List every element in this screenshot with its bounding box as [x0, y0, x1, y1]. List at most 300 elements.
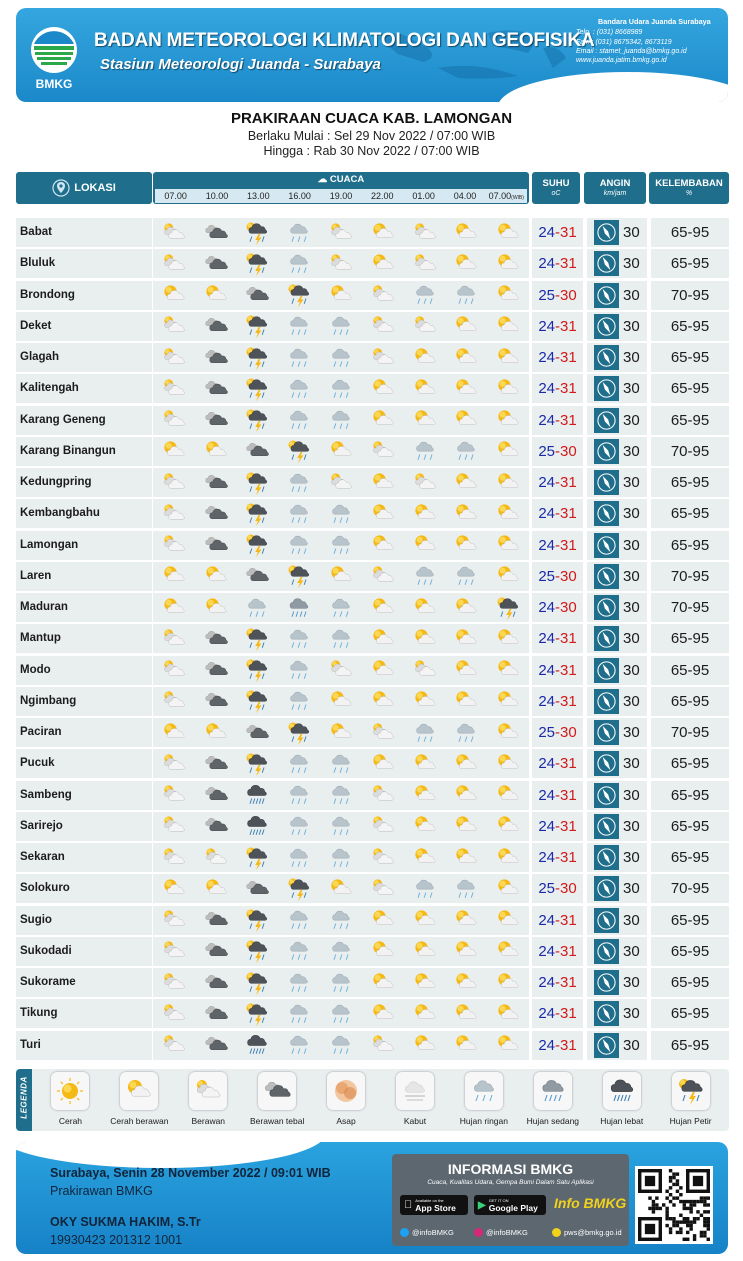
berawan-tebal-icon [195, 749, 237, 778]
humidity: 65-95 [651, 468, 729, 497]
kabut-icon [396, 1072, 434, 1110]
temp-max: 31 [560, 380, 577, 398]
cerah-berawan-icon [195, 281, 237, 310]
hujan-petir-icon [278, 718, 320, 747]
temp-min: 24 [538, 224, 555, 241]
temperature [532, 812, 583, 841]
temp-min: 24 [538, 942, 555, 960]
wind-speed: 30 [623, 724, 640, 741]
hujan-ringan-icon [278, 812, 320, 841]
temp-max: 31 [560, 1036, 577, 1054]
wind-speed: 30 [623, 349, 640, 366]
wind-speed: 30 [623, 942, 640, 960]
compass-icon [594, 720, 619, 745]
cerah-berawan-icon [487, 281, 529, 310]
weather-icons [153, 499, 529, 528]
compass-icon [594, 345, 619, 370]
humidity: 65-95 [651, 531, 729, 560]
berawan-tebal-icon [195, 781, 237, 810]
temp-max: 31 [560, 536, 577, 554]
cerah-berawan-icon [487, 218, 529, 247]
appstore-button[interactable] [400, 1195, 468, 1215]
berawan-icon [195, 843, 237, 872]
temperature [532, 468, 583, 497]
berawan-icon [362, 718, 404, 747]
compass-icon [594, 314, 619, 339]
hujan-ringan-icon [320, 749, 362, 778]
wind-speed: 30 [623, 1005, 640, 1023]
location-name: Bluluk [16, 249, 152, 278]
location-name: Kalitengah [16, 374, 152, 403]
location-name: Ngimbang [16, 687, 152, 716]
temp-separator: - [555, 755, 560, 773]
berawan-tebal-icon [195, 937, 237, 966]
temp-max: 31 [560, 661, 577, 679]
wind-speed: 30 [623, 599, 640, 616]
cerah-berawan-icon [445, 843, 487, 872]
hujan-ringan-icon [278, 656, 320, 685]
temp-min: 25 [538, 286, 555, 304]
info-title: INFORMASI BMKG [447, 1161, 574, 1177]
time-slots [155, 189, 527, 203]
wind-speed: 30 [623, 692, 640, 710]
hujan-lebat-icon [603, 1072, 641, 1110]
info-bmkg-brand: Info BMKG [554, 1195, 627, 1211]
temp-max: 31 [560, 349, 577, 366]
temperature [532, 999, 583, 1028]
hujan-petir-icon [278, 437, 320, 466]
berawan-icon [404, 218, 446, 247]
temp-separator: - [555, 286, 560, 304]
cerah-berawan-icon [320, 281, 362, 310]
legend-item-label: Hujan ringan [459, 1116, 508, 1126]
compass-icon [594, 283, 619, 308]
temp-separator: - [555, 599, 560, 616]
berawan-icon [320, 249, 362, 278]
hujan-ringan-icon [278, 499, 320, 528]
hujan-ringan-icon [237, 593, 279, 622]
appstore-small: Available on the [407, 1197, 436, 1203]
location-name: Sukodadi [16, 937, 152, 966]
hujan-petir-icon [237, 968, 279, 997]
temperature [532, 749, 583, 778]
berawan-tebal-icon [195, 218, 237, 247]
cerah-berawan-icon [487, 562, 529, 591]
cerah-berawan-icon [487, 249, 529, 278]
hujan-petir-icon [672, 1072, 710, 1110]
contact-email[interactable]: Email : stamet_juanda@bmkg.go.id [576, 47, 687, 55]
wind-speed: 30 [623, 817, 640, 835]
cerah-berawan-icon [404, 687, 446, 716]
temp-max: 30 [560, 880, 577, 898]
temp-min: 24 [538, 411, 555, 429]
cerah-berawan-icon [195, 437, 237, 466]
location-name: Tikung [16, 999, 152, 1028]
col-header-kelembaban [649, 172, 729, 204]
temp-separator: - [555, 849, 560, 866]
hujan-ringan-icon [320, 374, 362, 403]
compass-icon [594, 751, 619, 776]
berawan-icon [362, 437, 404, 466]
wind-speed: 30 [623, 630, 640, 648]
berawan-tebal-icon [195, 499, 237, 528]
hujan-ringan-icon [320, 343, 362, 372]
humidity: 70-95 [651, 562, 729, 591]
hujan-petir-icon [237, 687, 279, 716]
temp-min: 24 [538, 505, 555, 523]
cerah-berawan-icon [445, 812, 487, 841]
cerah-berawan-icon [362, 749, 404, 778]
hujan-ringan-icon [278, 218, 320, 247]
col-header-cuaca [153, 172, 529, 204]
compass-icon [594, 376, 619, 401]
wind-speed: 30 [623, 317, 640, 335]
location-name: Sekaran [16, 843, 152, 872]
weather-icons [153, 843, 529, 872]
temp-max: 31 [560, 849, 577, 866]
compass-icon [594, 408, 619, 433]
cerah-berawan-icon [404, 749, 446, 778]
hujan-ringan-icon [404, 437, 446, 466]
cerah-berawan-icon [445, 624, 487, 653]
legend-item [312, 1072, 381, 1130]
cerah-berawan-icon [445, 781, 487, 810]
wind-speed: 30 [623, 505, 640, 523]
time-slot: 13.00 [247, 191, 270, 201]
wind [587, 968, 647, 997]
berawan-tebal-icon [195, 531, 237, 560]
location-name: Sambeng [16, 781, 152, 810]
table-row [16, 562, 729, 591]
weather-icons [153, 781, 529, 810]
compass-icon [594, 220, 619, 245]
googleplay-button[interactable] [474, 1195, 546, 1215]
wind [587, 249, 647, 278]
temp-separator: - [555, 692, 560, 710]
temp-max: 31 [560, 692, 577, 710]
col-header-suhu [532, 172, 580, 204]
hujan-ringan-icon [404, 562, 446, 591]
berawan-icon [362, 562, 404, 591]
forecast-title: PRAKIRAAN CUACA KAB. LAMONGAN [230, 110, 513, 127]
temp-min: 24 [538, 317, 555, 335]
table-row [16, 937, 729, 966]
weather-icons [153, 593, 529, 622]
humidity: 65-95 [651, 656, 729, 685]
berawan-icon [153, 249, 195, 278]
location-name: Brondong [16, 281, 152, 310]
table-row [16, 1031, 729, 1060]
twitter-link[interactable] [400, 1228, 454, 1237]
humidity: 65-95 [651, 406, 729, 435]
location-name: Sarirejo [16, 812, 152, 841]
humidity: 65-95 [651, 749, 729, 778]
hujan-petir-icon [237, 624, 279, 653]
humidity: 65-95 [651, 812, 729, 841]
temperature [532, 624, 583, 653]
cerah-berawan-icon [320, 562, 362, 591]
cerah-berawan-icon [487, 374, 529, 403]
berawan-icon [153, 499, 195, 528]
berawan-icon [153, 937, 195, 966]
temp-min: 24 [538, 630, 555, 648]
temperature [532, 406, 583, 435]
cerah-berawan-icon [487, 499, 529, 528]
weather-icons [153, 343, 529, 372]
location-name: Sukorame [16, 968, 152, 997]
cerah-berawan-icon [153, 593, 195, 622]
berawan-tebal-icon [195, 968, 237, 997]
hujan-ringan-icon [404, 281, 446, 310]
col-header-cuaca-label [153, 174, 529, 185]
berawan-tebal-icon [195, 906, 237, 935]
mail-icon [552, 1228, 561, 1237]
temp-min: 24 [538, 349, 555, 366]
hujan-ringan-icon [278, 1031, 320, 1060]
table-row [16, 906, 729, 935]
instagram-handle: @infoBMKG [486, 1228, 528, 1237]
wind-speed: 30 [623, 786, 640, 804]
cerah-berawan-icon [487, 906, 529, 935]
cerah-berawan-icon [487, 656, 529, 685]
temp-min: 24 [538, 255, 555, 273]
berawan-tebal-icon [258, 1072, 296, 1110]
cerah-berawan-icon [195, 562, 237, 591]
temperature [532, 218, 583, 247]
compass-icon [594, 251, 619, 276]
legend-item [518, 1072, 587, 1130]
hujan-petir-icon [237, 406, 279, 435]
contact-website[interactable]: www.juanda.jatim.bmkg.go.id [576, 57, 667, 65]
temp-min: 24 [538, 755, 555, 773]
table-row [16, 624, 729, 653]
time-slot: 16.00 [288, 191, 311, 201]
compass-icon [594, 658, 619, 683]
cerah-berawan-icon [362, 468, 404, 497]
hujan-ringan-icon [404, 874, 446, 903]
berawan-tebal-icon [195, 656, 237, 685]
hujan-petir-icon [278, 874, 320, 903]
temp-max: 31 [560, 942, 577, 960]
temp-separator: - [555, 942, 560, 960]
email-link[interactable] [552, 1228, 622, 1237]
cerah-berawan-icon [320, 718, 362, 747]
weather-icons [153, 218, 529, 247]
weather-icons [153, 968, 529, 997]
humidity: 65-95 [651, 968, 729, 997]
weather-icons [153, 406, 529, 435]
berawan-icon [153, 843, 195, 872]
hujan-petir-icon [237, 937, 279, 966]
berawan-icon [153, 749, 195, 778]
berawan-icon [153, 812, 195, 841]
temp-max: 31 [560, 630, 577, 648]
cerah-berawan-icon [195, 874, 237, 903]
suhu-unit: oC [551, 190, 561, 197]
cerah-berawan-icon [445, 468, 487, 497]
hujan-ringan-icon [278, 374, 320, 403]
hujan-ringan-icon [320, 624, 362, 653]
humidity: 65-95 [651, 1031, 729, 1060]
temp-separator: - [555, 786, 560, 804]
temperature [532, 687, 583, 716]
table-row [16, 812, 729, 841]
temperature [532, 718, 583, 747]
hujan-petir-icon [237, 249, 279, 278]
time-slot: 22.00 [371, 191, 394, 201]
compass-icon [594, 595, 619, 620]
berawan-icon [362, 312, 404, 341]
cerah-berawan-icon [487, 624, 529, 653]
cerah-berawan-icon [362, 999, 404, 1028]
cerah-berawan-icon [404, 531, 446, 560]
wind-speed: 30 [623, 442, 640, 460]
wind [587, 218, 647, 247]
legend-item [656, 1072, 725, 1130]
berawan-tebal-icon [195, 687, 237, 716]
forecaster-name: OKY SUKMA HAKIM, S.Tr [50, 1215, 201, 1229]
cerah-berawan-icon [487, 312, 529, 341]
humidity: 65-95 [651, 218, 729, 247]
temp-max: 30 [560, 724, 577, 741]
cerah-berawan-icon [320, 687, 362, 716]
kelembaban-unit: % [685, 190, 693, 197]
bmkg-logo [28, 22, 80, 92]
temp-separator: - [555, 411, 560, 429]
time-slot: 04.00 [453, 191, 477, 201]
temp-min: 25 [538, 880, 555, 898]
hujan-ringan-icon [320, 593, 362, 622]
cerah-berawan-icon [362, 218, 404, 247]
temp-max: 30 [560, 442, 577, 460]
hujan-petir-icon [237, 999, 279, 1028]
cerah-berawan-icon [487, 937, 529, 966]
temp-separator: - [555, 974, 560, 991]
berawan-tebal-icon [195, 343, 237, 372]
cerah-berawan-icon [362, 687, 404, 716]
compass-icon [594, 470, 619, 495]
qr-code[interactable] [635, 1166, 713, 1244]
wind [587, 906, 647, 935]
temp-min: 24 [538, 817, 555, 835]
legend-item [449, 1072, 518, 1130]
hujan-petir-icon [237, 499, 279, 528]
cerah-berawan-icon [487, 874, 529, 903]
cerah-berawan-icon [445, 749, 487, 778]
cerah-berawan-icon [153, 562, 195, 591]
wind [587, 999, 647, 1028]
temp-max: 30 [560, 567, 577, 585]
cerah-berawan-icon [487, 1031, 529, 1060]
hujan-ringan-icon [404, 718, 446, 747]
legend-item-label: Cerah [58, 1116, 83, 1126]
weather-icons [153, 874, 529, 903]
wind [587, 1031, 647, 1060]
berawan-icon [153, 656, 195, 685]
hujan-ringan-icon [278, 781, 320, 810]
humidity: 65-95 [651, 781, 729, 810]
berawan-icon [320, 656, 362, 685]
temperature [532, 781, 583, 810]
berawan-icon [362, 874, 404, 903]
temp-separator: - [555, 505, 560, 523]
temperature [532, 531, 583, 560]
temp-max: 30 [560, 286, 577, 304]
temp-min: 24 [538, 599, 555, 616]
wind [587, 593, 647, 622]
berawan-tebal-icon [195, 312, 237, 341]
temp-max: 31 [560, 224, 577, 241]
time-slot [486, 189, 527, 203]
temp-separator: - [555, 661, 560, 679]
temp-min: 24 [538, 1036, 555, 1054]
berawan-tebal-icon [195, 1031, 237, 1060]
instagram-link[interactable] [474, 1228, 528, 1237]
berawan-tebal-icon [195, 812, 237, 841]
legend-item [381, 1072, 450, 1130]
cerah-berawan-icon [404, 937, 446, 966]
hujan-ringan-icon [278, 968, 320, 997]
valid-to: Hingga : Rab 30 Nov 2022 / 07:00 WIB [263, 144, 480, 158]
temperature [532, 968, 583, 997]
temperature [532, 874, 583, 903]
hujan-ringan-icon [320, 499, 362, 528]
hujan-ringan-icon [278, 468, 320, 497]
cerah-berawan-icon [362, 624, 404, 653]
wind [587, 874, 647, 903]
col-header-kelembaban-label: KELEMBABAN [655, 178, 723, 189]
time-slot: 07.00 [164, 191, 187, 201]
berawan-tebal-icon [237, 718, 279, 747]
weather-icons [153, 437, 529, 466]
cerah-berawan-icon [487, 718, 529, 747]
compass-icon [594, 533, 619, 558]
wind-speed: 30 [623, 974, 640, 991]
wind [587, 406, 647, 435]
berawan-icon [153, 687, 195, 716]
hujan-petir-icon [237, 656, 279, 685]
twitter-handle: @infoBMKG [412, 1228, 454, 1237]
berawan-icon [153, 343, 195, 372]
googleplay-small: GET IT ON [488, 1197, 509, 1203]
wind [587, 562, 647, 591]
humidity: 65-95 [651, 906, 729, 935]
hujan-ringan-icon [445, 562, 487, 591]
forecast-table [16, 218, 729, 1062]
cerah-berawan-icon [153, 437, 195, 466]
cerah-berawan-icon [487, 843, 529, 872]
berawan-tebal-icon [195, 624, 237, 653]
legend-item [36, 1072, 105, 1130]
temperature [532, 593, 583, 622]
berawan-tebal-icon [195, 249, 237, 278]
hujan-ringan-icon [320, 1031, 362, 1060]
cerah-berawan-icon [445, 406, 487, 435]
location-name: Lamongan [16, 531, 152, 560]
table-row [16, 437, 729, 466]
legend-item-label: Cerah berawan [110, 1116, 169, 1126]
berawan-icon [153, 968, 195, 997]
table-row [16, 468, 729, 497]
info-bmkg-panel [392, 1154, 629, 1246]
temp-separator: - [555, 224, 560, 241]
humidity: 65-95 [651, 499, 729, 528]
col-header-lokasi-label: LOKASI [74, 182, 116, 194]
cerah-berawan-icon [487, 781, 529, 810]
hujan-petir-icon [237, 312, 279, 341]
berawan-icon [362, 812, 404, 841]
compass-icon [594, 939, 619, 964]
